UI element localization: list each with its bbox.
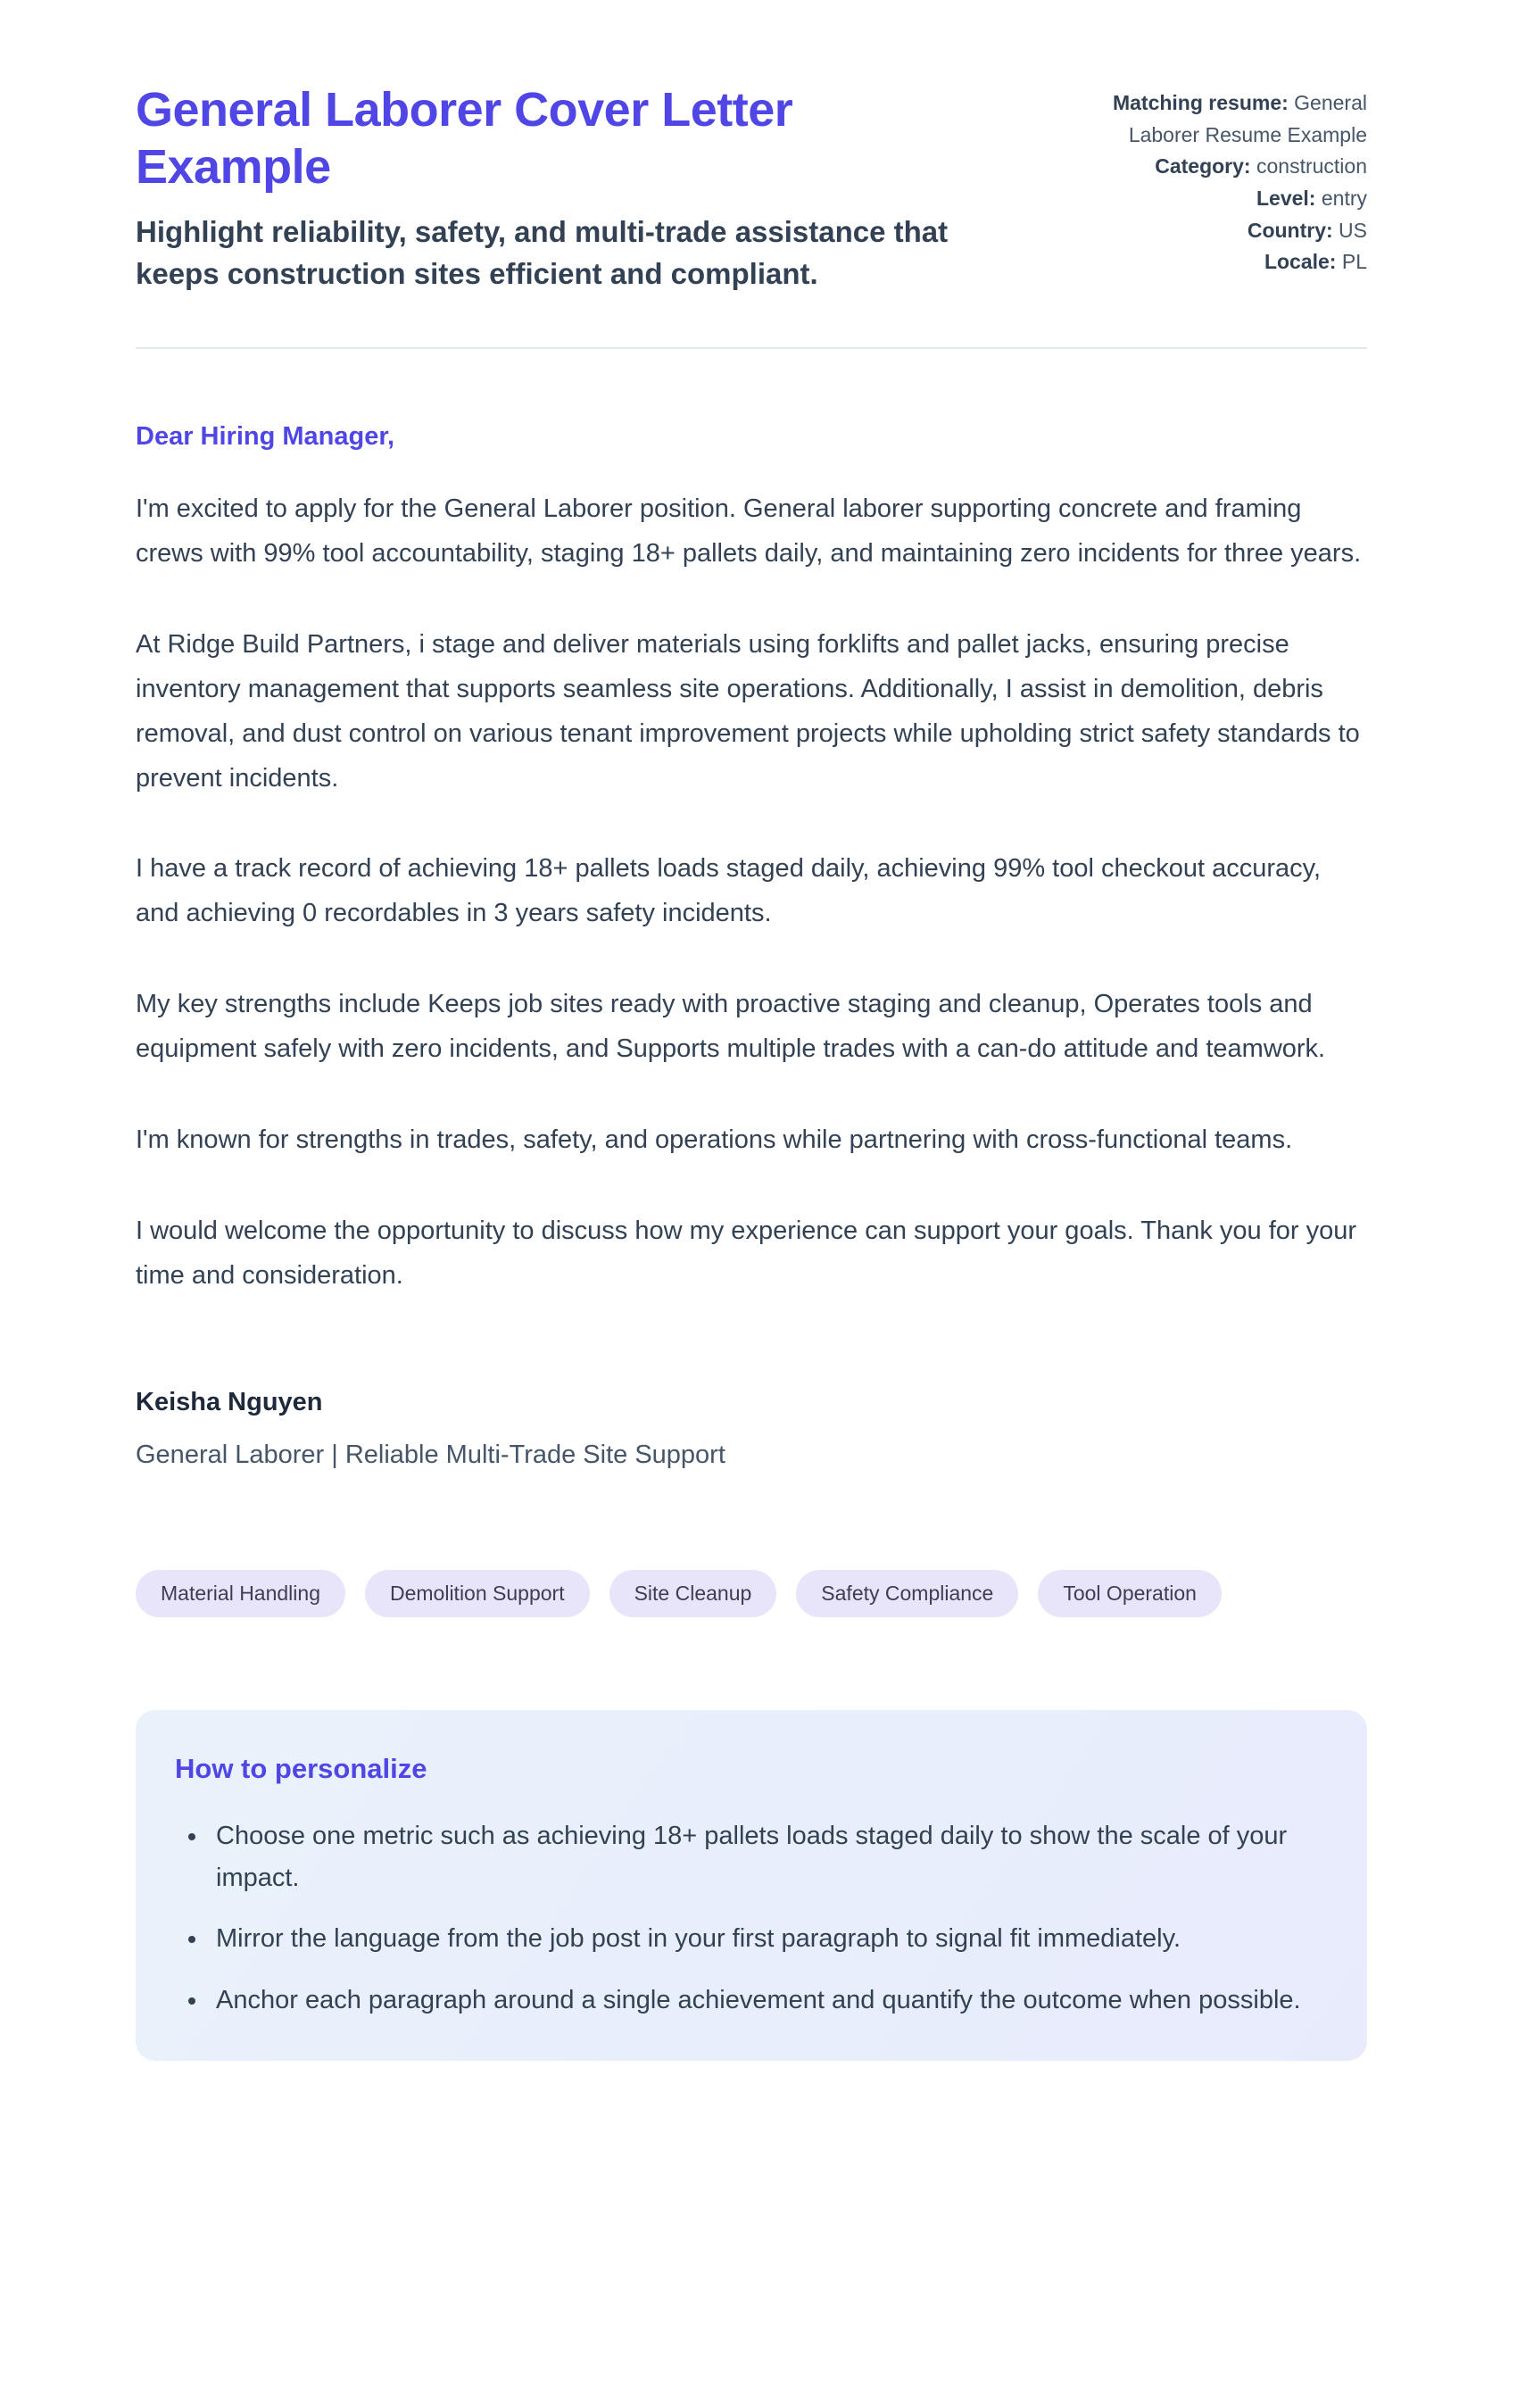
letter-paragraph: I have a track record of achieving 18+ pallets loads staged daily, achieving 99% tool checkout accuracy, and achieving 0 recordables in 3 years safety incidents. <box>136 854 1322 928</box>
meta-row <box>1099 183 1367 215</box>
letter-paragraph: At Ridge Build Partners, i stage and deliver materials using forklifts and pallet jacks, ensuring precise inventory management that supports seamless site operations. Additionally, I assist in demolition, debris removal, and dust control on various tenant improvement projects while upholding strict safety standards to prevent incidents. <box>136 629 1360 793</box>
meta-label: Level: <box>1256 186 1316 210</box>
personalize-box <box>136 1710 1367 2062</box>
meta-value: PL <box>1341 250 1367 274</box>
meta-row <box>1099 215 1367 247</box>
skill-tag[interactable]: Demolition Support <box>365 1570 590 1617</box>
signature-role: General Laborer | Reliable Multi-Trade Site Support <box>136 1440 725 1469</box>
signature-name: Keisha Nguyen <box>136 1387 323 1416</box>
resume-meta-panel <box>1099 82 1367 278</box>
meta-label: Category: <box>1155 154 1251 179</box>
page-title: General Laborer Cover Letter Example <box>136 83 793 194</box>
skill-tag[interactable]: Site Cleanup <box>609 1570 777 1617</box>
meta-row <box>1099 246 1367 278</box>
letter-paragraph: I would welcome the opportunity to discuss how my experience can support your goals. Thank you for your time and consideration. <box>136 1216 1357 1290</box>
letter-paragraph: I'm known for strengths in trades, safety, and operations while partnering with cross-functional teams. <box>136 1125 1293 1154</box>
skill-tag[interactable]: Tool Operation <box>1038 1570 1222 1617</box>
page-subtitle: Highlight reliability, safety, and multi-trade assistance that keeps construction sites efficient and compliant. <box>136 215 949 291</box>
personalize-tip: • Choose one metric such as achieving 18+ pallets loads staged daily to show the scale of your impact. <box>209 1815 1321 1899</box>
meta-row <box>1099 151 1367 183</box>
personalize-tip: • Mirror the language from the job post in your first paragraph to signal fit immediately. <box>209 1918 1321 1960</box>
skill-tags-row <box>136 1570 1367 1617</box>
skill-tag[interactable]: Material Handling <box>136 1570 345 1617</box>
meta-value: US <box>1339 218 1367 242</box>
letter-paragraph: I'm excited to apply for the General Laborer position. General laborer supporting concrete and framing crews with 99% tool accountability, staging 18+ pallets daily, and maintaining zero incidents for three years. <box>136 494 1362 569</box>
meta-label: Country: <box>1247 218 1333 242</box>
cover-letter-body <box>136 422 1367 1469</box>
cover-letter-page <box>136 0 1367 2061</box>
meta-value: construction <box>1256 154 1367 179</box>
personalize-tip: • Anchor each paragraph around a single achievement and quantify the outcome when possible. <box>209 1980 1321 2022</box>
meta-label: Locale: <box>1264 250 1337 274</box>
meta-value: General Laborer Resume Example <box>1128 91 1367 146</box>
meta-label: Matching resume: <box>1112 91 1289 114</box>
skill-tag[interactable]: Safety Compliance <box>796 1570 1018 1617</box>
page-header <box>136 82 1367 295</box>
letter-paragraphs <box>136 487 1367 1298</box>
personalize-heading: How to personalize <box>175 1752 427 1784</box>
meta-value: entry <box>1321 186 1367 210</box>
header-title-block <box>136 82 957 295</box>
salutation: Dear Hiring Manager, <box>136 422 395 452</box>
header-divider <box>136 347 1367 349</box>
letter-paragraph: My key strengths include Keeps job sites ready with proactive staging and cleanup, Operates tools and equipment safely with zero incidents, and Supports multiple trades with a can-do attitude and teamwork. <box>136 990 1326 1064</box>
meta-row <box>1099 87 1367 151</box>
personalize-tip-list <box>175 1815 1321 2022</box>
